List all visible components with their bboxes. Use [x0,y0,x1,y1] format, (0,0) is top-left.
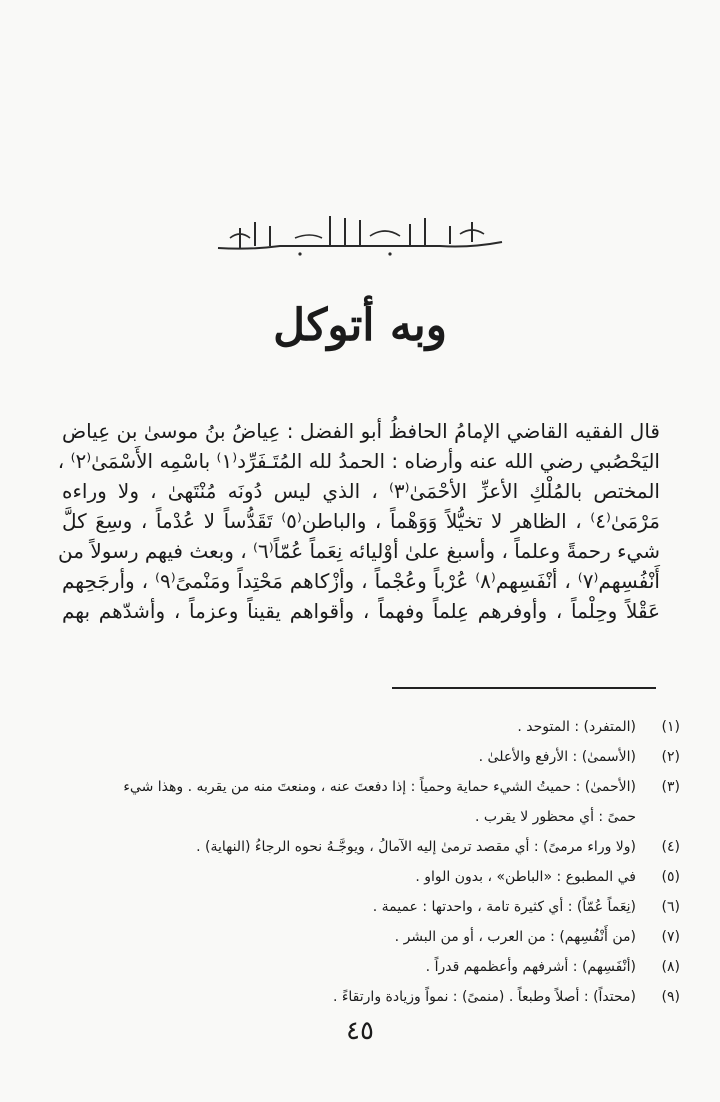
footnotes [123,712,680,1012]
footnote-text: (الأسمىٰ) : الأرفع والأعلىٰ . [478,749,636,765]
footnote-number: (٤) [661,839,680,855]
footnote-number: (٧) [661,929,680,945]
paragraph-line: شيء رحمةً وعلماً ، وأسبغ علىٰ أوْليائه نِعَماً عُمّاً⁽٦⁾ ، وبعث فيهم رسولاً من [58,539,660,563]
footnote-number: (٨) [661,959,680,975]
footnote-continuation: حمىً : أي محظور لا يقرب . [474,809,636,825]
paragraph-line: قال الفقيه القاضي الإمامُ الحافظُ أبو الفضل : عِياضُ بنُ موسىٰ بن عِياض [62,419,660,443]
footnote-item [150,982,680,1012]
footnote-number: (٢) [661,749,680,765]
footnote-number: (٥) [661,869,680,885]
paragraph-line: أَنْفُسِهم⁽٧⁾ ، أنْفَسِهم⁽٨⁾ عُرْباً وعُجْماً ، وأزْكاهم مَحْتِداً ومَنْمىً⁽٩⁾ ، وأرجَحِهم [62,569,660,593]
page-heading: وبه أتوكل [273,300,447,351]
footnote-item [150,832,680,862]
paragraph-line: عَقْلاً وحِلْماً ، وأوفرهم عِلماً وفهماً ، وأقواهم يقيناً وعزماً ، وأشدّهم بهم [62,599,660,623]
footnote-item [150,892,680,922]
footnote-text: (محتداً) : أصلاً وطبعاً . (منمىً) : نمواً وزيادة وارتقاءً . [332,989,636,1005]
footnote-item [150,862,680,892]
footnote-text: (الأحمىٰ) : حميتُ الشيء حماية وحمياً : إذا دفعتَ عنه ، ومنعتَ منه من يقربه . وهذا شيء [123,779,636,795]
paragraph-line: اليَحْصُبي رضي الله عنه وأرضاه : الحمدُ لله المُتَـفَرِّد⁽١⁾ باسْمِه الأَسْمَىٰ⁽٢⁾ ، [57,449,660,473]
footnote-separator [392,687,656,689]
footnote-text: في المطبوع : «الباطن» ، بدون الواو . [415,869,636,885]
footnote-number: (٦) [661,899,680,915]
footnote-text: (ولا وراء مرمىً) : أي مقصد ترمىٰ إليه الآمالُ ، ويوجَّـهُ نحوه الرجاءُ (النهاية) . [196,839,636,855]
footnote-item [150,742,680,772]
footnote-item [150,712,680,742]
footnote-text: (أنْفَسِهم) : أشرفهم وأعظمهم قدراً . [425,959,636,975]
footnote-text: (المتفرد) : المتوحد . [517,719,636,735]
footnote-item [150,952,680,982]
page-number: ٤٥ [346,1016,374,1046]
footnote-number: (٩) [661,989,680,1005]
paragraph-line: المختص بالمُلْكِ الأعزِّ الأحْمَىٰ⁽٣⁾ ، الذي ليس دُونَه مُنْتَهىٰ ، ولا وراءه [62,479,660,503]
footnote-item [123,772,680,802]
footnote-number: (٣) [661,779,680,795]
paragraph-line: مَرْمَىٰ⁽٤⁾ ، الظاهر لا تخيُّلاً وَوَهْماً ، والباطن⁽٥⁾ تَقَدُّساً لا عُدْماً ، وسِعَ كلَّ [62,509,660,533]
footnote-text: (من أَنْفُسِهم) : من العرب ، أو من البشر . [394,929,636,945]
main-paragraph [57,416,660,626]
basmala-calligraphy-icon [210,208,510,260]
footnote-text: (نِعَماً عُمّاً) : أي كثيرة تامة ، واحدتها : عميمة . [372,899,636,915]
basmala-calligraphy [210,208,510,260]
footnote-number: (١) [661,719,680,735]
footnote-item [150,922,680,952]
